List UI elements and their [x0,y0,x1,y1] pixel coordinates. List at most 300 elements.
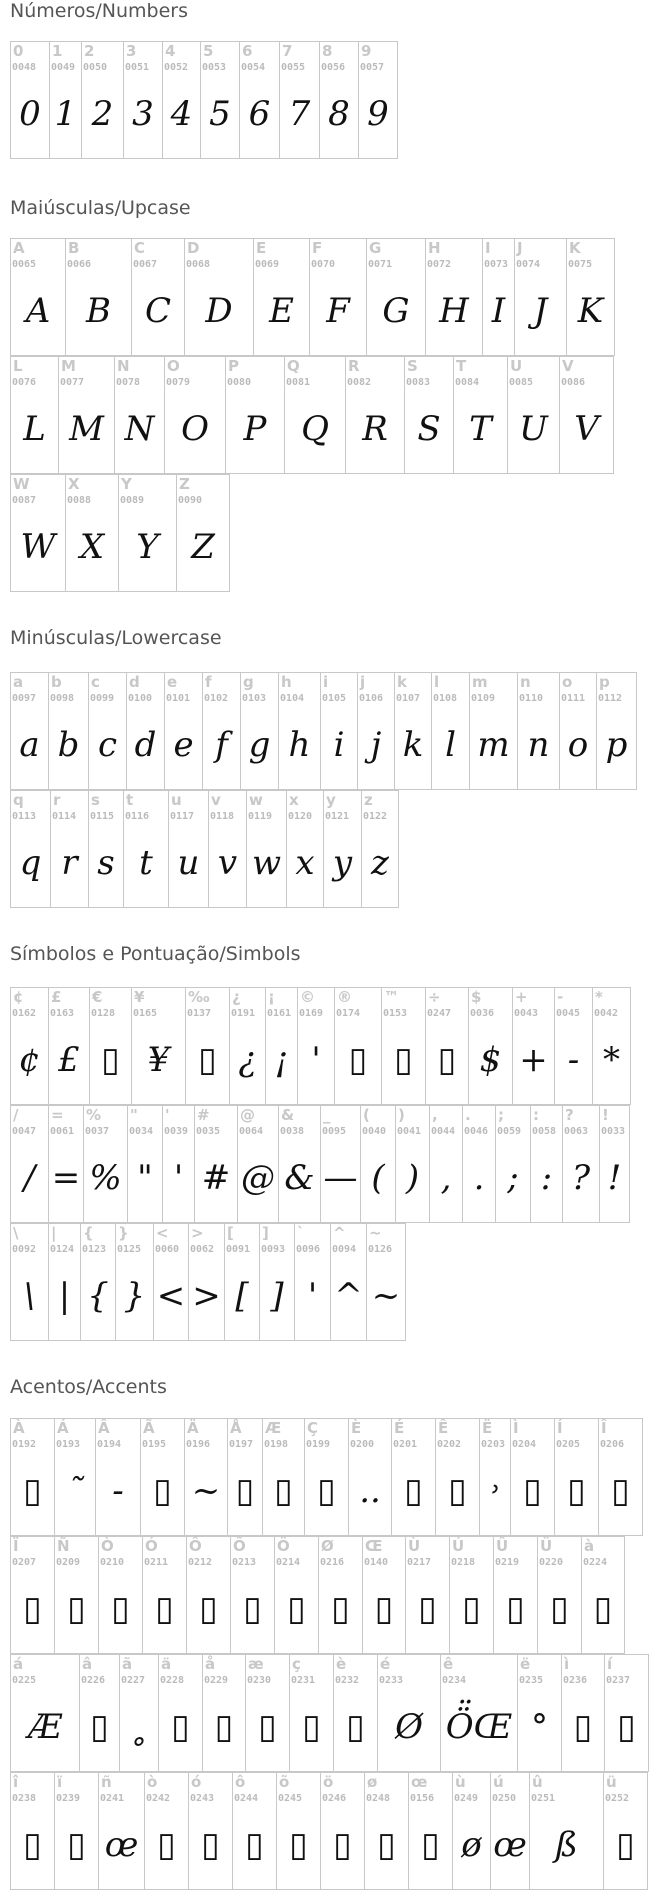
glyph-cell [246,790,286,908]
glyph-cell [431,672,469,790]
glyph-cell [185,987,229,1105]
glyph-code-label: 0055 [281,62,306,73]
glyph-char-label: P [228,357,239,375]
glyph-code-label: 0068 [186,259,211,270]
glyph-code-label: 0163 [50,1008,75,1019]
glyph-char-label: ä [161,1655,172,1673]
glyph-code-label: 0140 [364,1557,389,1568]
glyph-cell [561,1654,604,1772]
glyph-sample: .. [359,1471,381,1511]
glyph-char-label: u [171,791,182,809]
glyph-cell [297,987,334,1105]
glyph-char-label: Ü [540,1537,553,1555]
glyph-char-label: % [86,1106,102,1124]
glyph-code-label: 0073 [484,259,509,270]
glyph-sample: d [134,725,157,765]
glyph-cell [253,238,309,356]
glyph-sample: ▯ [346,1707,365,1747]
glyph-grid [10,1418,649,1890]
glyph-cell [88,672,126,790]
glyph-cell [158,1654,202,1772]
glyph-sample: & [284,1158,315,1198]
glyph-char-label: 8 [322,42,333,60]
glyph-sample: ▯ [199,1589,218,1629]
glyph-char-label: À [13,1419,25,1437]
glyph-cell [562,1105,599,1223]
glyph-char-label: ò [147,1773,158,1791]
glyph-cell [164,356,225,474]
glyph-cell [259,1223,294,1341]
glyph-code-label: 0072 [427,259,452,270]
glyph-code-label: 0087 [12,495,37,506]
glyph-code-label: 0104 [280,693,305,704]
glyph-cell [184,1418,227,1536]
glyph-sample: M [69,409,104,449]
glyph-char-label: Ú [452,1537,465,1555]
glyph-cell [537,1536,581,1654]
glyph-cell [362,1536,405,1654]
glyph-cell [10,672,48,790]
glyph-char-label: { [83,1224,94,1242]
glyph-char-label: Í [557,1419,563,1437]
glyph-sample: 5 [209,94,231,134]
glyph-sample: ( [371,1158,385,1198]
glyph-code-label: 0191 [231,1008,256,1019]
glyph-cell [360,1105,395,1223]
glyph-char-label: < [156,1224,169,1242]
glyph-row [10,1223,631,1341]
glyph-code-label: 0076 [12,377,37,388]
glyph-char-label: F [312,239,323,257]
glyph-char-label: 5 [203,42,214,60]
glyph-cell [366,238,425,356]
glyph-code-label: 0192 [12,1439,37,1450]
glyph-cell [98,1536,142,1654]
glyph-sample: ▯ [333,1825,352,1865]
glyph-sample: # [201,1158,231,1198]
glyph-char-label: n [520,673,531,691]
glyph-code-label: 0120 [288,811,313,822]
glyph-sample: ▯ [302,1707,321,1747]
glyph-code-label: 0241 [100,1793,125,1804]
glyph-code-label: 0067 [133,259,158,270]
glyph-cell [453,356,507,474]
glyph-cell [10,474,65,592]
glyph-cell [10,356,58,474]
glyph-code-label: 0042 [594,1008,619,1019]
glyph-row [10,1418,649,1536]
glyph-sample: ▯ [506,1589,525,1629]
glyph-sample: A [25,291,51,331]
glyph-sample: ▯ [67,1589,86,1629]
glyph-cell [184,238,253,356]
glyph-code-label: 0137 [187,1008,212,1019]
glyph-char-label: + [515,988,528,1006]
glyph-char-label: ç [292,1655,301,1673]
glyph-cell [530,1105,562,1223]
glyph-char-label: v [211,791,221,809]
glyph-sample: 6 [248,94,271,134]
glyph-sample: - [112,1471,124,1511]
glyph-cell [200,41,239,159]
glyph-cell [262,1418,304,1536]
glyph-code-label: 0111 [561,693,586,704]
glyph-cell [186,1536,230,1654]
glyph-sample: ~ [191,1471,221,1511]
glyph-sample: ▯ [404,1471,423,1511]
glyph-cell [48,987,89,1105]
glyph-cell [202,672,240,790]
glyph-sample: : [540,1158,553,1198]
glyph-code-label: 0039 [164,1126,189,1137]
glyph-code-label: 0169 [299,1008,324,1019]
glyph-code-label: 0232 [335,1675,360,1686]
glyph-cell [115,1223,153,1341]
glyph-sample: ¿ [238,1040,257,1080]
glyph-code-label: 0066 [67,259,92,270]
glyph-char-label: Ø [321,1537,334,1555]
glyph-char-label: p [599,673,610,691]
glyph-cell [274,1536,318,1654]
glyph-char-label: ® [337,988,352,1006]
glyph-sample: ▯ [155,1589,174,1629]
glyph-char-label: I [485,239,491,257]
glyph-char-label: Ì [513,1419,519,1437]
glyph-char-label: x [289,791,299,809]
glyph-sample: V [574,409,599,449]
glyph-sample: ▯ [462,1589,481,1629]
glyph-char-label: . [465,1106,471,1124]
glyph-char-label: T [456,357,467,375]
glyph-sample: ▯ [394,1040,413,1080]
glyph-sample: ▯ [617,1707,636,1747]
glyph-code-label: 0103 [242,693,267,704]
glyph-cell [88,790,123,908]
glyph-cell [50,790,88,908]
glyph-sample: ▯ [23,1825,42,1865]
glyph-char-label: á [13,1655,24,1673]
glyph-cell [10,1223,48,1341]
glyph-cell [162,41,200,159]
glyph-cell [65,474,118,592]
glyph-sample: ¥ [147,1040,170,1080]
glyph-sample: / [23,1158,36,1198]
glyph-cell [10,790,50,908]
glyph-char-label: Ö [277,1537,290,1555]
glyph-sample: \ [23,1276,36,1316]
glyph-char-label: æ [248,1655,264,1673]
glyph-char-label: Á [57,1419,69,1437]
glyph-cell [599,1105,630,1223]
glyph-char-label: # [197,1106,210,1124]
glyph-cell [232,1772,276,1890]
glyph-char-label: ` [297,1224,305,1242]
glyph-sample: G [382,291,410,331]
glyph-cell [119,1654,158,1772]
glyph-code-label: 0084 [455,377,480,388]
glyph-char-label: W [13,475,30,493]
glyph-sample: ▯ [153,1471,172,1511]
glyph-code-label: 0206 [600,1439,625,1450]
glyph-char-label: j [360,673,366,691]
glyph-code-label: 0037 [85,1126,110,1137]
glyph-code-label: 0193 [56,1439,81,1450]
glyph-cell [592,987,631,1105]
glyph-grid [10,672,637,908]
glyph-code-label: 0083 [406,377,431,388]
glyph-char-label: N [117,357,130,375]
glyph-cell [10,987,48,1105]
glyph-char-label: ! [602,1106,609,1124]
glyph-char-label: 9 [361,42,372,60]
glyph-cell [357,672,394,790]
glyph-code-label: 0102 [204,693,229,704]
glyph-cell [452,1772,490,1890]
glyph-sample: R [362,409,388,449]
glyph-cell [168,790,208,908]
glyph-cell [596,672,637,790]
glyph-row [10,1654,649,1772]
glyph-code-label: 0047 [12,1126,37,1137]
glyph-cell [239,41,279,159]
glyph-char-label: : [533,1106,539,1124]
section-title: Maiúsculas/Upcase [10,197,191,219]
glyph-cell [333,1654,377,1772]
glyph-sample: ▯ [287,1589,306,1629]
glyph-code-label: 0194 [97,1439,122,1450]
glyph-sample: B [86,291,111,331]
glyph-char-label: ; [498,1106,504,1124]
glyph-sample: ▯ [523,1471,542,1511]
glyph-cell [49,41,81,159]
glyph-cell [89,987,131,1105]
glyph-char-label: ö [323,1773,334,1791]
glyph-code-label: 0077 [60,377,85,388]
glyph-cell [348,1418,391,1536]
glyph-code-label: 0238 [12,1793,37,1804]
glyph-sample: s [97,843,115,883]
glyph-cell [230,1536,274,1654]
glyph-code-label: 0053 [202,62,227,73]
glyph-char-label: E [256,239,267,257]
glyph-sample: F [326,291,350,331]
glyph-char-label: È [351,1419,362,1437]
glyph-cell [320,672,357,790]
glyph-sample: ▯ [201,1825,220,1865]
glyph-cell [95,1418,140,1536]
glyph-char-label: b [51,673,62,691]
glyph-code-label: 0101 [166,693,191,704]
glyph-sample: a [19,725,40,765]
glyph-cell [10,238,65,356]
glyph-char-label: f [205,673,212,691]
glyph-char-label: Ó [145,1537,158,1555]
glyph-char-label: Õ [233,1537,246,1555]
glyph-cell [345,356,404,474]
glyph-char-label: ' [165,1106,170,1124]
glyph-char-label: Ù [408,1537,421,1555]
glyph-sample: * [603,1040,620,1080]
glyph-sample: n [527,725,550,765]
glyph-char-label: õ [279,1773,290,1791]
glyph-cell [364,1772,408,1890]
glyph-code-label: 0080 [227,377,252,388]
glyph-char-label: t [126,791,134,809]
glyph-cell [334,987,381,1105]
glyph-cell [493,1536,537,1654]
glyph-cell [278,672,320,790]
glyph-char-label: í [607,1655,613,1673]
glyph-char-label: Û [496,1537,509,1555]
glyph-sample: Y [136,527,159,567]
glyph-char-label: S [407,357,418,375]
glyph-sample: x [295,843,315,883]
glyph-sample: S [417,409,441,449]
glyph-row [10,356,615,474]
glyph-sample: 7 [288,94,311,134]
glyph-cell [164,672,202,790]
glyph-char-label: _ [323,1106,331,1124]
glyph-char-label: V [562,357,574,375]
glyph-cell [237,1105,278,1223]
glyph-sample: w [251,843,282,883]
glyph-sample: — [323,1158,358,1198]
glyph-cell [48,1223,80,1341]
glyph-sample: q [19,843,42,883]
glyph-code-label: 0070 [311,259,336,270]
glyph-char-label: Ï [13,1537,19,1555]
glyph-code-label: 0233 [379,1675,404,1686]
glyph-sample: ø [461,1825,482,1865]
glyph-sample: h [288,725,311,765]
glyph-cell [289,1654,333,1772]
glyph-code-label: 0097 [12,693,37,704]
glyph-code-label: 0060 [155,1244,180,1255]
glyph-sample: D [205,291,233,331]
glyph-sample: E [269,291,294,331]
glyph-sample: ▯ [567,1471,586,1511]
glyph-sample: y [332,843,353,883]
glyph-char-label: B [68,239,80,257]
glyph-code-label: 0046 [464,1126,489,1137]
glyph-code-label: 0211 [144,1557,169,1568]
glyph-char-label: ø [367,1773,378,1791]
glyph-cell [604,1654,649,1772]
glyph-code-label: 0049 [51,62,76,73]
glyph-code-label: 0217 [407,1557,432,1568]
glyph-char-label: ? [565,1106,574,1124]
glyph-code-label: 0122 [363,811,388,822]
glyph-char-label: Æ [265,1419,282,1437]
glyph-code-label: 0081 [286,377,311,388]
glyph-code-label: 0161 [267,1008,292,1019]
glyph-sample: ▯ [90,1707,109,1747]
glyph-char-label: Î [601,1419,607,1437]
glyph-sample: ▯ [258,1707,277,1747]
glyph-sample: b [57,725,80,765]
glyph-sample: ! [607,1158,622,1198]
glyph-sample: ▯ [171,1707,190,1747]
glyph-code-label: 0210 [100,1557,125,1568]
glyph-char-label: J [517,239,523,257]
glyph-sample: T [469,409,492,449]
glyph-char-label: , [432,1106,438,1124]
glyph-code-label: 0109 [471,693,496,704]
glyph-char-label: Å [230,1419,242,1437]
glyph-char-label: ê [443,1655,454,1673]
glyph-sample: Q [301,409,329,449]
glyph-sample: u [177,843,200,883]
glyph-sample: 4 [170,94,193,134]
glyph-char-label: ] [262,1224,269,1242]
glyph-code-label: 0214 [276,1557,301,1568]
glyph-cell [176,474,230,592]
section-title: Acentos/Accents [10,1376,167,1398]
glyph-cell [554,1418,598,1536]
glyph-sample: ▯ [611,1471,630,1511]
glyph-cell [48,1105,83,1223]
glyph-grid [10,41,398,159]
glyph-row [10,672,637,790]
glyph-code-label: 0108 [433,693,458,704]
glyph-code-label: 0218 [451,1557,476,1568]
glyph-code-label: 0054 [241,62,266,73]
glyph-row [10,474,615,592]
glyph-char-label: a [13,673,24,691]
glyph-cell [479,1418,510,1536]
glyph-code-label: 0231 [291,1675,316,1686]
glyph-char-label: Y [121,475,132,493]
glyph-code-label: 0094 [332,1244,357,1255]
glyph-cell [309,238,366,356]
glyph-code-label: 0248 [366,1793,391,1804]
glyph-code-label: 0092 [12,1244,37,1255]
glyph-char-label: s [91,791,100,809]
glyph-char-label: * [595,988,603,1006]
glyph-code-label: 0085 [509,377,534,388]
glyph-char-label: K [569,239,581,257]
glyph-sample: p [605,725,628,765]
glyph-cell [490,1772,529,1890]
glyph-code-label: 0057 [360,62,385,73]
glyph-char-label: ú [493,1773,504,1791]
glyph-char-label: ó [191,1773,202,1791]
glyph-cell [276,1772,320,1890]
glyph-code-label: 0106 [359,693,384,704]
glyph-char-label: ¿ [232,988,241,1006]
glyph-code-label: 0234 [442,1675,467,1686]
glyph-cell [330,1223,366,1341]
glyph-char-label: Ä [187,1419,199,1437]
glyph-sample: ▯ [573,1707,593,1747]
glyph-char-label: Ê [438,1419,449,1437]
glyph-char-label: ¥ [134,988,145,1006]
glyph-code-label: 0203 [481,1439,506,1450]
glyph-code-label: 0220 [539,1557,564,1568]
glyph-char-label: O [167,357,180,375]
glyph-cell [65,238,131,356]
glyph-sample: e [173,725,194,765]
glyph-cell [440,1654,517,1772]
glyph-sample: ▯ [101,1040,120,1080]
glyph-sample: ▯ [214,1707,234,1747]
glyph-char-label: X [68,475,80,493]
glyph-char-label: å [205,1655,216,1673]
glyph-char-label: | [51,1224,57,1242]
glyph-char-label: 2 [84,42,95,60]
glyph-sample: ▯ [348,1040,368,1080]
glyph-code-label: 0110 [519,693,544,704]
